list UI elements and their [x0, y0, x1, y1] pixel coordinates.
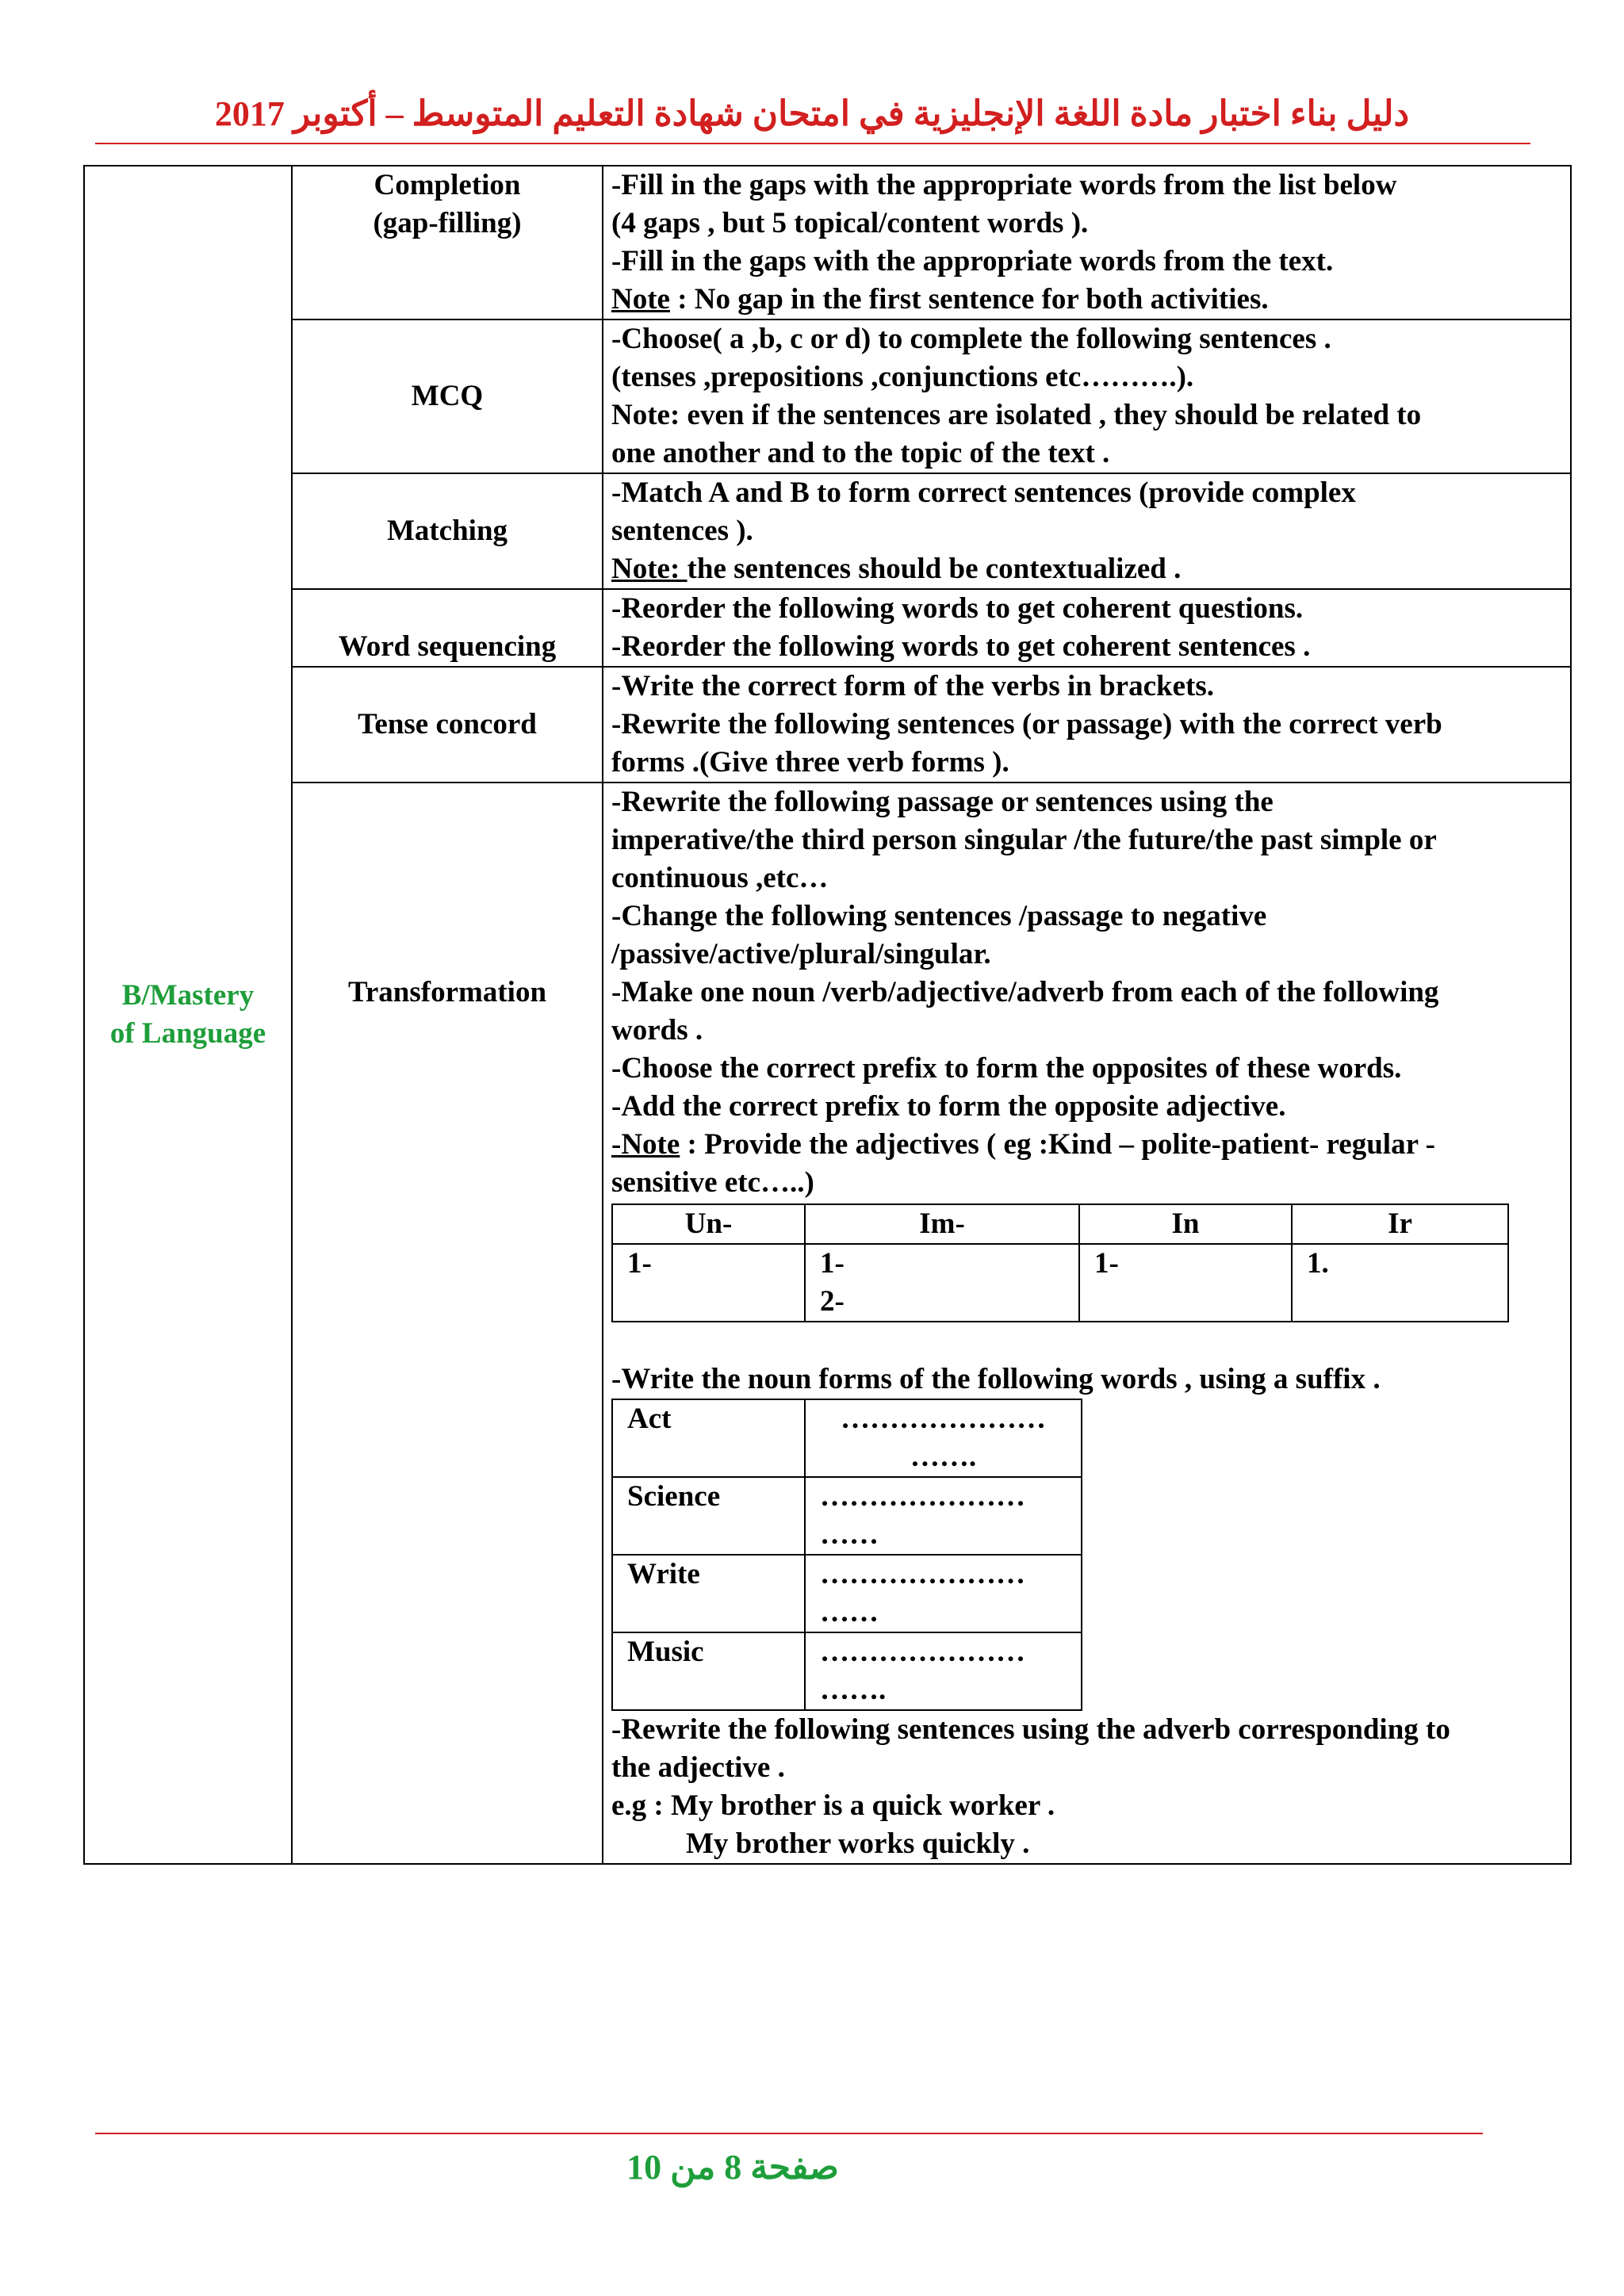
- noun-forms-table: [611, 1399, 1082, 1711]
- table-row-tense-concord: [84, 667, 1571, 783]
- instruction-line: the adjective .: [611, 1751, 785, 1784]
- activity-type-cell: [292, 589, 603, 667]
- prefix-header-row: [612, 1204, 1508, 1244]
- note-text: : Provide the adjectives ( eg :Kind – polite-patient- regular -: [680, 1128, 1435, 1161]
- prefix-item: 1-: [627, 1247, 652, 1280]
- activity-type-gap-filling: (gap-filling): [373, 207, 522, 239]
- page-number: صفحة 8 من 10: [626, 2148, 839, 2187]
- spacer: [611, 1322, 1562, 1360]
- instruction-line: words .: [611, 1014, 703, 1047]
- instruction-line: -Write the correct form of the verbs in brackets.: [611, 670, 1214, 702]
- instruction-line: -Rewrite the following sentences using the adverb corresponding to: [611, 1713, 1450, 1746]
- note-label: Note: [611, 283, 670, 316]
- instruction-line: (4 gaps , but 5 topical/content words ).: [611, 207, 1089, 239]
- activity-type-tense-concord: Tense concord: [358, 708, 537, 740]
- instruction-line: -Make one noun /verb/adjective/adverb from each of the following: [611, 976, 1439, 1008]
- instructions-cell: [603, 783, 1571, 1864]
- activity-type-word-sequencing: Word sequencing: [338, 630, 557, 663]
- note-label: Note:: [611, 553, 688, 585]
- prefix-cell-ir: [1292, 1244, 1508, 1322]
- exam-guide-table: [83, 165, 1572, 1865]
- section-label-line2: of Language: [109, 1017, 266, 1050]
- activity-type-mcq: MCQ: [411, 380, 484, 412]
- instructions-cell: [603, 320, 1571, 473]
- instruction-line: -Reorder the following words to get coherent questions.: [611, 592, 1304, 625]
- table-row: [612, 1477, 1082, 1555]
- prefix-item: 1-: [820, 1247, 845, 1280]
- activity-type-cell: [292, 667, 603, 783]
- noun-word: Write: [612, 1555, 805, 1632]
- note-text: : No gap in the first sentence for both activities.: [669, 283, 1269, 316]
- instruction-line: one another and to the topic of the text .: [611, 437, 1110, 469]
- prefix-cell-un: [612, 1244, 805, 1322]
- noun-word: Music: [612, 1632, 805, 1710]
- prefix-header-ir: Ir: [1292, 1204, 1508, 1244]
- note-line: [611, 281, 1562, 319]
- table-row: [612, 1399, 1082, 1477]
- prefix-header-un: Un-: [612, 1204, 805, 1244]
- prefix-cell-im: [805, 1244, 1079, 1322]
- instructions-cell: [603, 667, 1571, 783]
- activity-type-cell: [292, 320, 603, 473]
- noun-answer-blank: [805, 1555, 1082, 1632]
- instruction-line: Note: even if the sentences are isolated , they should be related to: [611, 399, 1422, 431]
- noun-answer-blank: [805, 1632, 1082, 1710]
- note-line: [611, 550, 1562, 588]
- section-cell: [84, 166, 292, 1864]
- noun-word: Science: [612, 1477, 805, 1555]
- dots-line: …………………: [841, 1402, 1046, 1435]
- instruction-line: -Choose( a ,b, c or d) to complete the following sentences .: [611, 323, 1331, 355]
- instruction-line: sentences ).: [611, 515, 753, 547]
- instructions-cell: [603, 589, 1571, 667]
- dots-line: …………………: [820, 1636, 1025, 1668]
- instruction-line: /passive/active/plural/singular.: [611, 938, 991, 970]
- activity-type-matching: Matching: [386, 515, 508, 547]
- noun-answer-blank: [805, 1399, 1082, 1477]
- instructions-cell: [603, 166, 1571, 320]
- instruction-line: -Fill in the gaps with the appropriate words from the list below: [611, 169, 1397, 201]
- instruction-line: imperative/the third person singular /the future/the past simple or: [611, 824, 1437, 856]
- instruction-line: -Reorder the following words to get coherent sentences .: [611, 630, 1311, 663]
- dots-line: ……: [820, 1596, 879, 1628]
- table-row-transformation: [84, 783, 1571, 1864]
- dots-line: …….: [910, 1441, 977, 1473]
- prefix-header-in: In: [1079, 1204, 1292, 1244]
- dots-line: …….: [820, 1674, 887, 1706]
- table-row-matching: [84, 473, 1571, 589]
- instruction-line: -Write the noun forms of the following words , using a suffix .: [611, 1363, 1381, 1395]
- note-line: [611, 1126, 1562, 1164]
- example-line: My brother works quickly .: [686, 1827, 1030, 1860]
- table-row-word-sequencing: [84, 589, 1571, 667]
- activity-type-cell: [292, 473, 603, 589]
- table-row: [612, 1555, 1082, 1632]
- dots-line: …………………: [820, 1480, 1025, 1513]
- activity-type-transformation: Transformation: [347, 976, 547, 1008]
- instructions-cell: [603, 473, 1571, 589]
- activity-type-cell: [292, 166, 603, 320]
- dots-line: …………………: [820, 1558, 1025, 1590]
- dots-line: ……: [820, 1518, 879, 1551]
- instruction-line: -Fill in the gaps with the appropriate words from the text.: [611, 245, 1334, 277]
- note-text: the sentences should be contextualized .: [687, 553, 1182, 585]
- activity-type-cell: [292, 783, 603, 1864]
- table-row: [612, 1632, 1082, 1710]
- instruction-line: continuous ,etc…: [611, 862, 829, 894]
- example-line: e.g : My brother is a quick worker .: [611, 1789, 1055, 1822]
- footer-rule: [95, 2133, 1483, 2134]
- instruction-line: -Add the correct prefix to form the opposite adjective.: [611, 1090, 1286, 1123]
- instruction-line: forms .(Give three verb forms ).: [611, 746, 1009, 779]
- prefix-body-row: [612, 1244, 1508, 1322]
- instruction-line: (tenses ,prepositions ,conjunctions etc……….).: [611, 361, 1194, 393]
- activity-type-completion: Completion: [373, 169, 521, 201]
- prefix-item: 1.: [1307, 1247, 1329, 1280]
- prefix-item: 2-: [820, 1285, 845, 1318]
- prefix-item: 1-: [1094, 1247, 1119, 1280]
- header-rule: [95, 143, 1530, 144]
- instruction-line: sensitive etc…..): [611, 1166, 814, 1199]
- prefix-table: [611, 1203, 1509, 1322]
- noun-answer-blank: [805, 1477, 1082, 1555]
- document-header-title: دليل بناء اختبار مادة اللغة الإنجليزية في امتحان شهادة التعليم المتوسط – أكتوبر 2017: [214, 94, 1410, 133]
- noun-word: Act: [612, 1399, 805, 1477]
- instruction-line: -Change the following sentences /passage to negative: [611, 900, 1267, 932]
- instruction-line: -Rewrite the following sentences (or passage) with the correct verb: [611, 708, 1442, 740]
- instruction-line: -Choose the correct prefix to form the opposites of these words.: [611, 1052, 1402, 1085]
- table-row-completion: [84, 166, 1571, 320]
- prefix-cell-in: [1079, 1244, 1292, 1322]
- table-row-mcq: [84, 320, 1571, 473]
- prefix-header-im: Im-: [805, 1204, 1079, 1244]
- section-label-line1: B/Mastery: [121, 979, 255, 1012]
- instruction-line: -Rewrite the following passage or sentences using the: [611, 786, 1274, 818]
- instruction-line: -Match A and B to form correct sentences (provide complex: [611, 476, 1356, 509]
- note-label: -Note: [611, 1128, 680, 1161]
